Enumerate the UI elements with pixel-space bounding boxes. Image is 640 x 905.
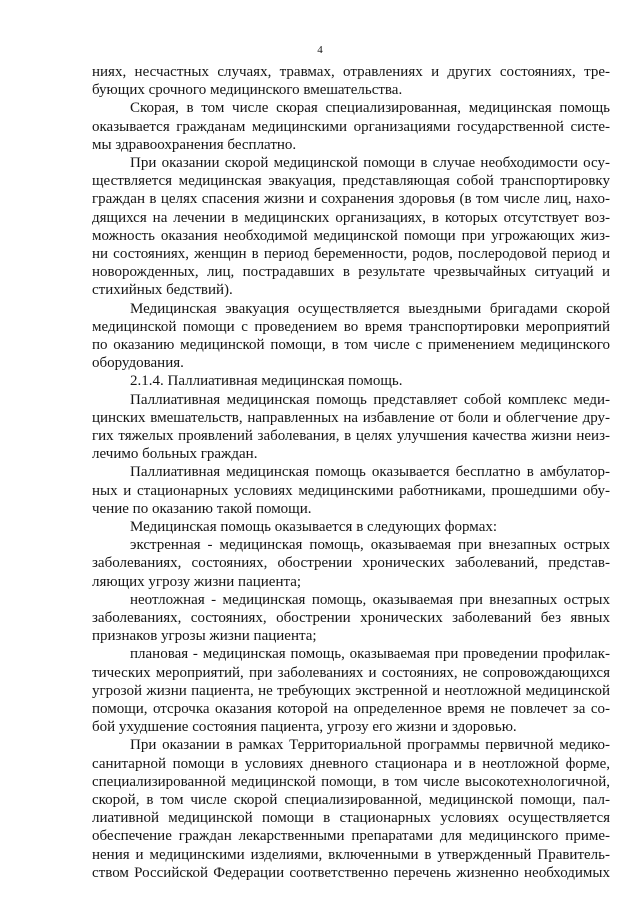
text-line: неотложная - медицинская помощь, оказываемая при внезапных острых: [130, 592, 610, 608]
text-line: обеспечение граждан лекарственными препаратами для медицинского приме-: [92, 828, 610, 844]
text-line: заболеваниях, состояниях, обострении хронических заболеваний без явных: [92, 610, 610, 626]
text-line: угрозой жизни пациента, не требующих экстренной и неотложной медицинской: [92, 683, 610, 699]
text-line: ных и стационарных условиях медицинскими работниками, прошедшими обу-: [92, 483, 610, 499]
text-line: заболеваниях, состояниях, обострении хронических заболеваний, представ-: [92, 555, 610, 571]
text-line: При оказании скорой медицинской помощи в случае необходимости осу-: [130, 155, 610, 171]
text-line: медицинской помощи с проведением во время транспортировки мероприятий: [92, 319, 610, 335]
text-line: плановая - медицинская помощь, оказываемая при проведении профилак-: [130, 646, 610, 662]
text-line: дящихся на лечении в медицинских организациях, в которых отсутствует воз-: [92, 210, 610, 226]
text-line: цинских вмешательств, направленных на избавление от боли и облегчение дру-: [92, 410, 610, 426]
text-line: экстренная - медицинская помощь, оказываемая при внезапных острых: [130, 537, 610, 553]
text-line: Скорая, в том числе скорая специализированная, медицинская помощь: [130, 100, 610, 116]
text-line: чение по оказанию такой помощи.: [92, 501, 312, 517]
text-line: При оказании в рамках Территориальной программы первичной медико-: [130, 737, 610, 753]
text-line: лиативной медицинской помощи в стационарных условиях осуществляется: [92, 810, 610, 826]
text-line: специализированной медицинской помощи, в том числе высокотехнологичной,: [92, 774, 610, 790]
text-line: мы здравоохранения бесплатно.: [92, 137, 297, 153]
text-line: можность оказания необходимой медицинской помощи при угрожающих жиз-: [92, 228, 610, 244]
text-line: ством Российской Федерации соответственно перечень жизненно необходимых: [92, 865, 610, 881]
text-line: бующих срочного медицинского вмешательства.: [92, 82, 403, 98]
text-line: новорожденных, лиц, пострадавших в результате чрезвычайных ситуаций и: [92, 264, 610, 280]
text-line: по оказанию медицинской помощи, в том числе с применением медицинского: [92, 337, 610, 353]
text-line: ни состояниях, женщин в период беременности, родов, послеродовой период и: [92, 246, 610, 262]
text-line: гих тяжелых проявлений заболевания, в целях улучшения качества жизни неиз-: [92, 428, 610, 444]
text-line: оказывается гражданам медицинскими организациями государственной систе-: [92, 119, 610, 135]
text-line: Медицинская помощь оказывается в следующих формах:: [130, 519, 498, 535]
text-line: санитарной помощи в условиях дневного стационара и в неотложной форме,: [92, 756, 610, 772]
text-line: помощи, отсрочка оказания которой на определенное время не повлечет за со-: [92, 701, 610, 717]
text-line: Медицинская эвакуация осуществляется выездными бригадами скорой: [130, 301, 610, 317]
text-line: тических мероприятий, при заболеваниях и состояниях, не сопровождающихся: [92, 665, 610, 681]
text-line: оборудования.: [92, 355, 184, 371]
text-line: стихийных бедствий).: [92, 282, 233, 298]
text-line: бой ухудшение состояния пациента, угрозу его жизни и здоровью.: [92, 719, 517, 735]
text-line: нения и медицинскими изделиями, включенными в утвержденный Правитель-: [92, 847, 610, 863]
text-line: скорой, в том числе скорой специализированной, медицинской помощи, пал-: [92, 792, 610, 808]
page-number: 4: [317, 44, 323, 56]
text-line: Паллиативная медицинская помощь оказывается бесплатно в амбулатор-: [130, 464, 610, 480]
text-line: Паллиативная медицинская помощь представляет собой комплекс меди-: [130, 392, 610, 408]
text-line: 2.1.4. Паллиативная медицинская помощь.: [130, 373, 403, 389]
text-line: лечимо больных граждан.: [92, 446, 258, 462]
text-line: граждан в целях спасения жизни и сохранения здоровья (в том числе лиц, нахо-: [92, 191, 610, 207]
text-line: ществляется медицинская эвакуация, представляющая собой транспортировку: [92, 173, 610, 189]
text-line: ляющих угрозу жизни пациента;: [92, 574, 302, 590]
text-line: признаков угрозы жизни пациента;: [92, 628, 317, 644]
text-line: ниях, несчастных случаях, травмах, отравлениях и других состояниях, тре-: [92, 64, 610, 80]
